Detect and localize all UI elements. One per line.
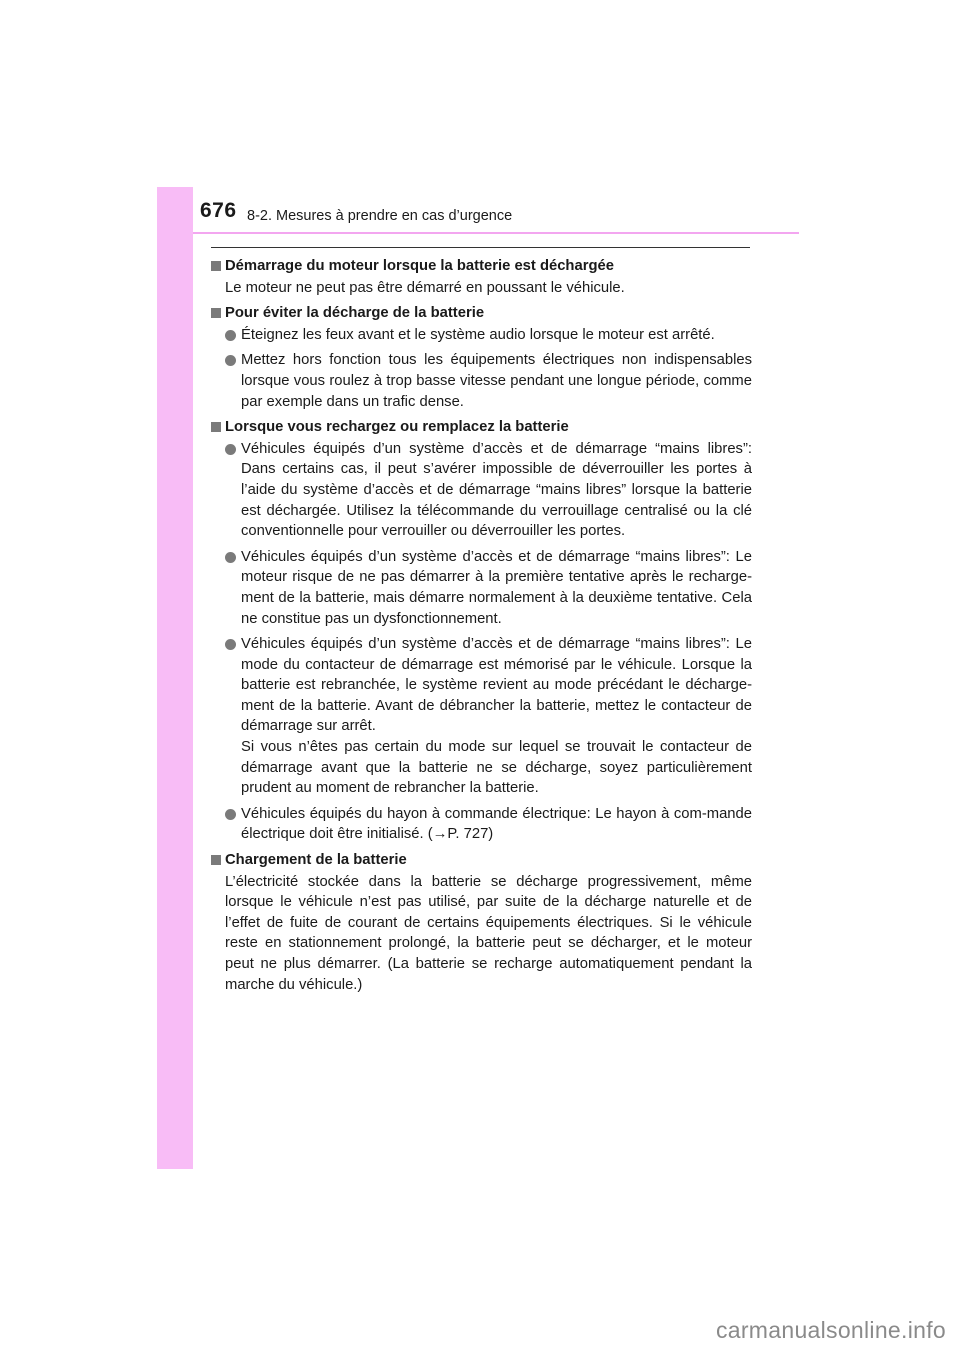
bullet-item	[211, 439, 752, 542]
square-bullet-icon	[211, 422, 221, 432]
watermark: carmanualsonline.info	[715, 1317, 946, 1343]
section-heading	[211, 256, 752, 277]
square-bullet-icon	[211, 261, 221, 271]
section-heading	[211, 850, 752, 871]
page-content	[211, 256, 752, 1000]
section-paragraph: Le moteur ne peut pas être démarré en poussant le véhicule.	[225, 279, 625, 296]
square-bullet-icon	[211, 855, 221, 865]
content-divider	[211, 247, 750, 248]
circle-bullet-icon	[225, 355, 236, 366]
header-divider	[193, 232, 799, 234]
circle-bullet-icon	[225, 330, 236, 341]
section-heading-text: Lorsque vous rechargez ou remplacez la batterie	[225, 419, 569, 436]
circle-bullet-icon	[225, 639, 236, 650]
bullet-item	[211, 325, 752, 346]
section-title: 8-2. Mesures à prendre en cas d’urgence	[247, 208, 513, 224]
bullet-text: Mettez hors fonction tous les équipements électriques non indispensables lorsque vous roulez à trop basse vitesse pendant une longue période, comme par exemple dans un trafic dense.	[241, 352, 752, 410]
bullet-item	[211, 634, 752, 799]
section-heading-text: Démarrage du moteur lorsque la batterie est déchargée	[225, 258, 614, 274]
page-number: 676	[200, 199, 237, 222]
bullet-text: Véhicules équipés d’un système d’accès et de démarrage “mains libres”: Le moteur risque de ne pas démarrer à la première tentative après le recharge-ment de la batterie, mais démarre normalement à la deuxième tentative. Cela ne constitue pas un dysfonctionnement.	[241, 548, 752, 627]
section-heading	[211, 417, 752, 438]
bullet-item	[211, 804, 752, 845]
bullet-text: Véhicules équipés d’un système d’accès et de démarrage “mains libres”: Le mode du contacteur de démarrage est mémorisé par le véhicule. Lorsque la batterie est rebranchée, le système revient au mode précédant le décharge-ment de la batterie. Avant de débrancher la batterie, mettez le contacteur de démarrage sur arrêt.	[241, 636, 752, 735]
circle-bullet-icon	[225, 444, 236, 455]
circle-bullet-icon	[225, 809, 236, 820]
section-heading	[211, 303, 752, 324]
bullet-item	[211, 547, 752, 629]
circle-bullet-icon	[225, 552, 236, 563]
section-heading-text: Pour éviter la décharge de la batterie	[225, 305, 485, 322]
chapter-side-tab	[157, 187, 193, 1169]
section-heading-text: Chargement de la batterie	[225, 852, 407, 869]
bullet-item	[211, 350, 752, 412]
bullet-text: Éteignez les feux avant et le système audio lorsque le moteur est arrêté.	[241, 326, 715, 343]
bullet-text: Véhicules équipés du hayon à commande électrique: Le hayon à com-mande électrique doit être initialisé. (→P. 727)	[241, 805, 752, 843]
bullet-text: Véhicules équipés d’un système d’accès et de démarrage “mains libres”: Dans certains cas, il peut s’avérer impossible de déverrouiller les portes à l’aide du système d’accès et de démarrage “mains libres” lorsque la batterie est déchargée. Utilisez la télécommande du verrouillage centralisé ou la clé conventionnelle pour verrouiller ou déverrouiller les portes.	[241, 440, 752, 540]
bullet-text-continued: Si vous n’êtes pas certain du mode sur lequel se trouvait le contacteur de démarrage avant que la batterie ne se décharge, soyez particulièrement prudent au moment de rebrancher la batterie.	[241, 739, 752, 797]
square-bullet-icon	[211, 308, 221, 318]
section-paragraph: L’électricité stockée dans la batterie se décharge progressivement, même lorsque le véhicule n’est pas utilisé, par suite de la décharge naturelle et de l’effet de fuite de courant de certains équipements électriques. Si le véhicule reste en stationnement prolongé, la batterie peut se décharger, et le moteur peut ne plus démarrer. (La batterie se recharge automatiquement pendant la marche du véhicule.)	[225, 873, 752, 993]
